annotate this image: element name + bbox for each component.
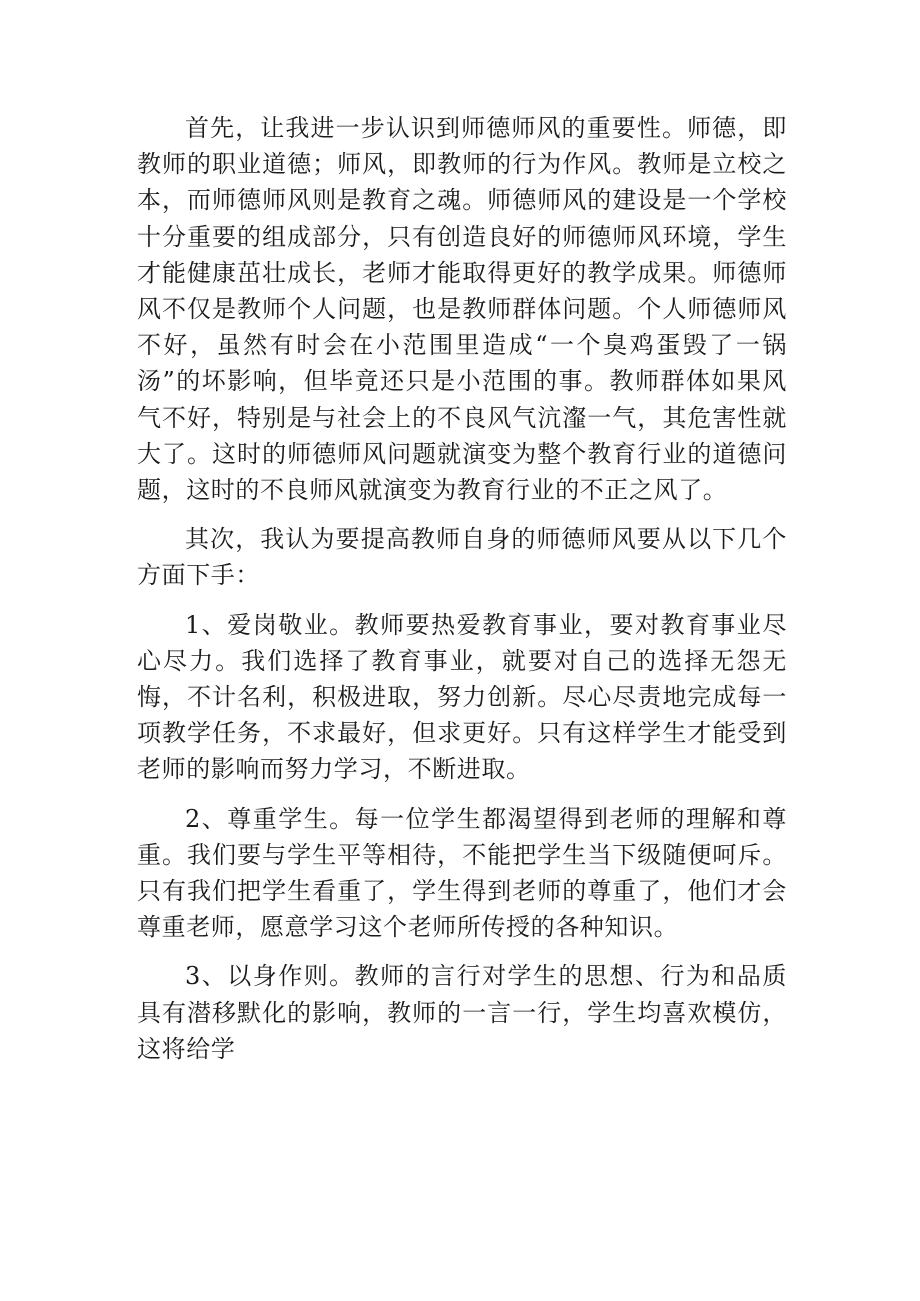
paragraph-point-2-respect-students: 2、尊重学生。每一位学生都渴望得到老师的理解和尊重。我们要与学生平等相待，不能把学生当下级随便呵斥。只有我们把学生看重了，学生得到老师的尊重了，他们才会尊重老师，愿意学习这个老师所传授的各种知识。 xyxy=(137,804,787,942)
paragraph-point-1-dedication: 1、爱岗敬业。教师要热爱教育事业，要对教育事业尽心尽力。我们选择了教育事业，就要对自己的选择无怨无悔，不计名利，积极进取，努力创新。尽心尽责地完成每一项教学任务，不求最好，但求更好。只有这样学生才能受到老师的影响而努力学习，不断进取。 xyxy=(137,610,787,784)
document-body xyxy=(137,110,787,1080)
paragraph-importance-of-ethics: 首先，让我进一步认识到师德师风的重要性。师德，即教师的职业道德；师风，即教师的行为作风。教师是立校之本，而师德师风则是教育之魂。师德师风的建设是一个学校十分重要的组成部分，只有创造良好的师德师风环境，学生才能健康茁壮成长，老师才能取得更好的教学成果。师德师风不仅是教师个人问题，也是教师群体问题。个人师德师风不好，虽然有时会在小范围里造成“一个臭鸡蛋毁了一锅汤”的坏影响，但毕竟还只是小范围的事。教师群体如果风气不好，特别是与社会上的不良风气沆瀣一气，其危害性就大了。这时的师德师风问题就演变为整个教育行业的道德问题，这时的不良师风就演变为教育行业的不正之风了。 xyxy=(137,114,787,505)
paragraph-how-to-improve: 其次，我认为要提高教师自身的师德师风要从以下几个方面下手： xyxy=(137,525,787,590)
paragraph-point-3-lead-by-example: 3、以身作则。教师的言行对学生的思想、行为和品质具有潜移默化的影响，教师的一言一行，学生均喜欢模仿，这将给学 xyxy=(137,962,787,1063)
